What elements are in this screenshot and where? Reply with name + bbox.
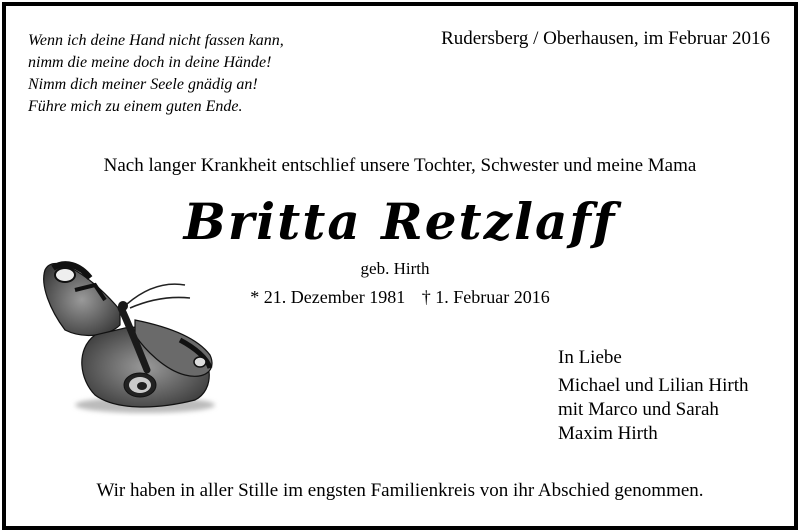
butterfly-icon	[35, 240, 225, 420]
mourner-name: Maxim Hirth	[558, 423, 658, 444]
poem-line: Wenn ich deine Hand nicht fassen kann,	[28, 32, 284, 49]
poem-line: Nimm dich meiner Seele gnädig an!	[28, 76, 258, 93]
mourner-name: mit Marco und Sarah	[558, 399, 719, 420]
deceased-name: Britta Retzlaff	[183, 192, 617, 251]
mourner-name: Michael und Lilian Hirth	[558, 375, 749, 396]
poem-line: nimm die meine doch in deine Hände!	[28, 54, 272, 71]
born-name: geb. Hirth	[360, 259, 430, 278]
life-dates	[200, 287, 600, 308]
closing-text: Wir haben in aller Stille im engsten Familienkreis von ihr Abschied genommen.	[96, 480, 704, 501]
mourners	[558, 346, 778, 446]
intro-text: Nach langer Krankheit entschlief unsere Tochter, Schwester und meine Mama	[103, 155, 697, 176]
place-date: Rudersberg / Oberhausen, im Februar 2016	[441, 28, 770, 49]
poem-line: Führe mich zu einem guten Ende.	[28, 98, 243, 115]
mourners-heading: In Liebe	[558, 347, 622, 368]
birth-date: * 21. Dezember 1981	[250, 287, 406, 307]
poem	[28, 30, 358, 118]
death-date: † 1. Februar 2016	[421, 287, 550, 307]
